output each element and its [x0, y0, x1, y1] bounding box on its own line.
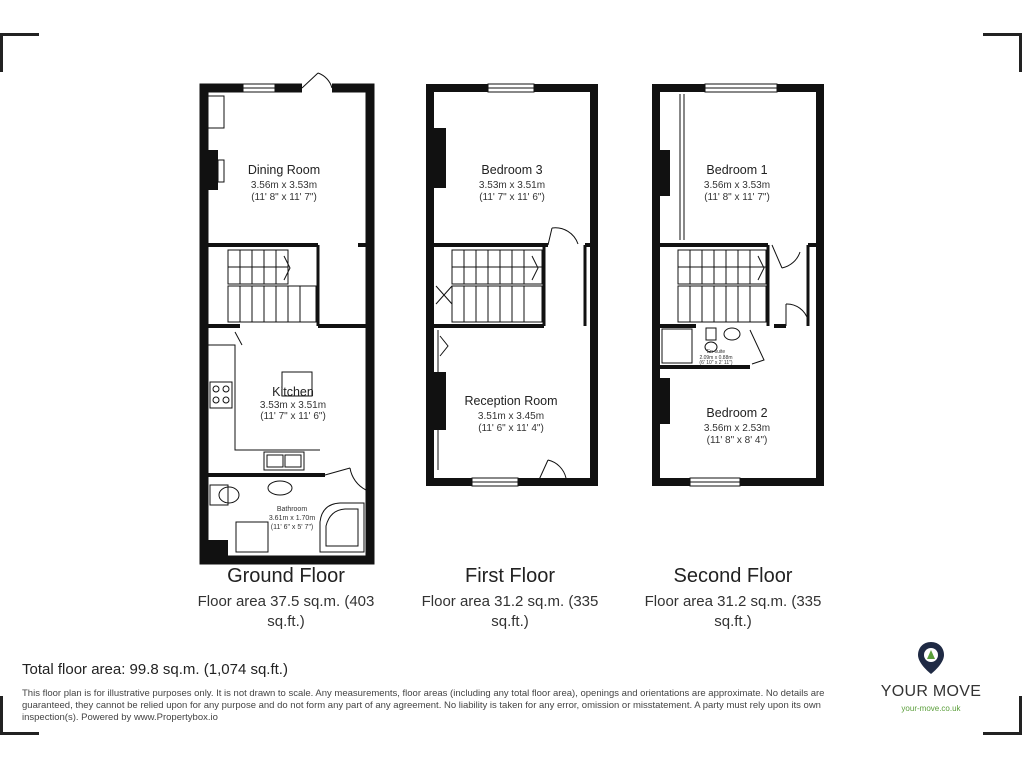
en-suite-imperial: (6' 10" x 2' 11")	[699, 360, 733, 366]
ground-floor-area: Floor area 37.5 sq.m. (403 sq.ft.)	[197, 593, 375, 630]
bathroom-imperial: (11' 6" x 5' 7")	[270, 524, 314, 531]
second-floor-title: Second Floor	[673, 565, 793, 587]
bedroom-1-metric: 3.56m x 3.53m	[703, 180, 771, 191]
total-floor-area: Total floor area: 99.8 sq.m. (1,074 sq.ft.)	[22, 661, 288, 678]
second-floor-plan	[656, 84, 820, 486]
en-suite-label: En-suite	[706, 349, 726, 355]
ground-floor-plan	[204, 73, 370, 560]
bedroom-1-imperial: (11' 8" x 11' 7")	[704, 192, 770, 203]
bedroom-1-label: Bedroom 1	[706, 163, 768, 177]
kitchen-label: Kitchen	[272, 385, 314, 399]
disclaimer-text: This floor plan is for illustrative purposes only. It is not drawn to scale. Any measurements, floor areas (including any total floor area), openings and orientations are approximate. No details are guaranteed, they cannot be relied upon for any purpose and do not form any part of any agreement. No liability is taken for any error, omission or misstatement. A party must rely upon its own inspection(s). Powered by www.Propertybox.io	[22, 688, 825, 723]
first-floor-plan	[430, 84, 594, 486]
bedroom-2-metric: 3.56m x 2.53m	[703, 423, 771, 434]
brand-block	[878, 640, 984, 713]
bathroom-metric: 3.61m x 1.70m	[268, 515, 316, 522]
ground-floor-title: Ground Floor	[227, 565, 345, 587]
dining-room-label: Dining Room	[247, 163, 321, 177]
reception-room-imperial: (11' 6" x 11' 4")	[478, 423, 544, 434]
reception-room-label: Reception Room	[464, 394, 558, 408]
crop-mark-bottom-right	[983, 696, 1022, 735]
dining-room-metric: 3.56m x 3.53m	[250, 180, 318, 191]
bathroom-label: Bathroom	[276, 506, 308, 513]
bedroom-2-imperial: (11' 8" x 8' 4")	[706, 435, 768, 446]
kitchen-metric: 3.53m x 3.51m	[259, 400, 327, 411]
brand-url: your-move.co.uk	[901, 704, 961, 713]
en-suite-metric: 2.09m x 0.88m	[699, 355, 733, 361]
first-floor-title: First Floor	[465, 565, 555, 587]
kitchen-imperial: (11' 7" x 11' 6")	[260, 411, 326, 422]
bedroom-2-label: Bedroom 2	[706, 406, 768, 420]
bedroom-3-imperial: (11' 7" x 11' 6")	[479, 192, 545, 203]
second-floor-area: Floor area 31.2 sq.m. (335 sq.ft.)	[644, 593, 822, 630]
first-floor-area: Floor area 31.2 sq.m. (335 sq.ft.)	[421, 593, 599, 630]
map-pin-logo-icon	[916, 640, 946, 676]
bedroom-3-metric: 3.53m x 3.51m	[478, 180, 546, 191]
dining-room-imperial: (11' 8" x 11' 7")	[251, 192, 317, 203]
bedroom-3-label: Bedroom 3	[481, 163, 543, 177]
reception-room-metric: 3.51m x 3.45m	[477, 411, 545, 422]
brand-name: YOUR MOVE	[880, 683, 982, 700]
